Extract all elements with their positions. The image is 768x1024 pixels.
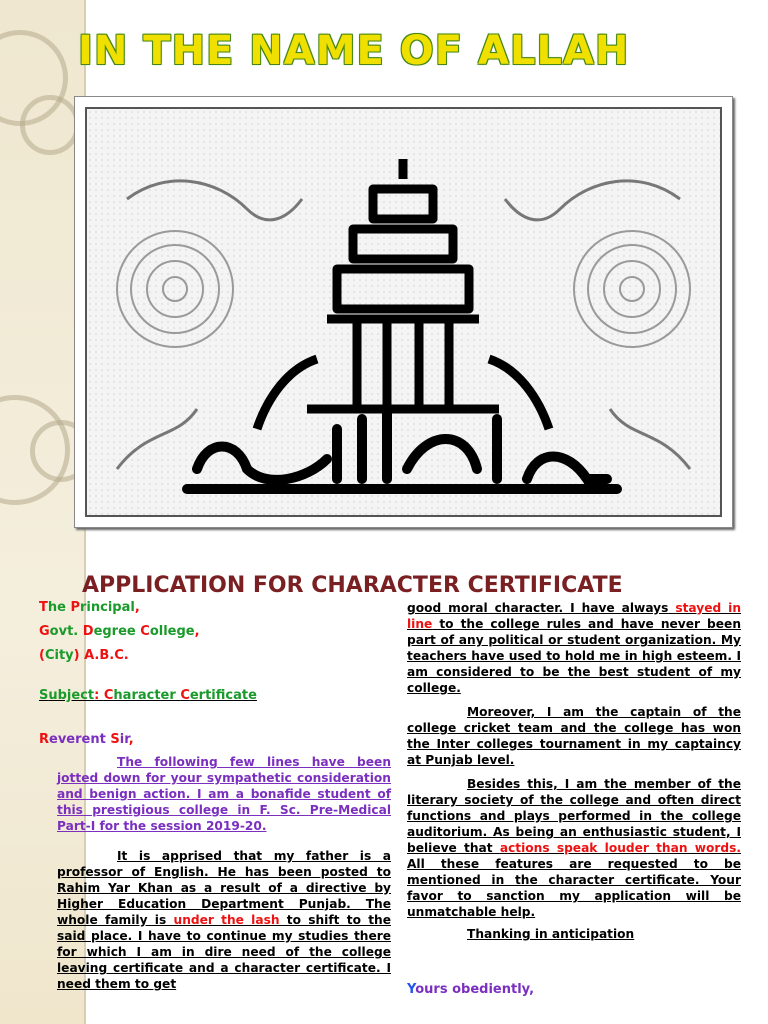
address-text: ollege [149,624,195,639]
address-punct: ( [39,648,45,663]
highlighted-idiom: stayed in line [407,601,741,631]
address-initial: C [140,624,150,639]
thanking-line: Thanking in anticipation [467,927,635,941]
address-punct: ) [73,648,80,663]
closing-line [407,982,741,998]
address-initial: G [39,624,50,639]
paragraph-cricket: Moreover, I am the captain of the college cricket team and the college has won the Inter colleges tournament in my captaincy at Punjab level. [407,705,741,767]
address-initial: P [70,600,81,615]
address-text: A.B.C. [79,648,129,663]
address-text: City [44,648,74,663]
paragraph-text: Besides this, I am the member of the literary society of the college and often direct functions and plays performed in the college auditorium. As being an enthusiastic student, I believe that [407,777,741,855]
arabic-script-icon [187,409,617,489]
subject-line [39,688,391,704]
left-column [39,600,391,992]
address-line-college [39,624,391,640]
paragraph-introduction: The following few lines have been jotted down for your sympathetic consideration and benign action. I am a bonafide student of this prestigious college in F. Sc. Pre-Medical Part-I for the session 2019-20. [57,755,391,833]
salutation-initial: S [110,732,120,747]
paragraph-character [407,600,741,696]
calligraphy-frame [74,96,733,528]
salutation-initial: R [39,732,50,747]
address-initial: D [82,624,94,639]
paragraph-text: to shift to the said place. I have to continue my studies there for which I am in dire need of the college leaving certificate and a character certificate. I need them to get [57,913,391,991]
address-line-principal [39,600,391,616]
right-column [407,600,741,998]
paragraph-text: to the college rules and have never been part of any political or student organization. My teachers have used to hold me in high esteem. I am considered to be the best student of my college. [407,617,741,695]
bismillah-calligraphy-image [87,109,720,515]
highlighted-idiom: under the lash [173,913,280,927]
address-text: rincipal [80,600,135,615]
subject-colon: : [94,688,104,703]
salutation-word: everent [49,732,111,747]
decorative-ring-2 [20,95,80,155]
salutation-word: ir [119,732,129,747]
address-line-city [39,648,391,664]
floral-swirl-icon [117,181,690,469]
address-text: he [47,600,71,615]
subject-word: haracter [113,688,181,703]
address-initial: T [39,600,48,615]
address-text: egree [93,624,141,639]
page-title: IN THE NAME OF ALLAH [78,28,630,74]
left-rosette-icon [117,231,233,347]
subject-initial: S [39,688,49,703]
address-punct: , [134,600,140,615]
paragraph-reason [39,848,391,992]
subject-initial: C [180,688,190,703]
salutation-punct: , [128,732,134,747]
closing-initial: Y [407,982,416,997]
subject-word: ertificate [189,688,257,703]
subject-initial: C [103,688,114,703]
paragraph-text: good moral character. I have always [407,601,669,615]
right-rosette-icon [574,231,690,347]
address-text: ovt. [49,624,83,639]
paragraph-literary [407,776,741,920]
subject-label: ubject [48,688,95,703]
closing-text: ours obediently, [415,982,535,997]
salutation [39,732,391,748]
calligraphy-panel [85,107,722,517]
letter-heading: APPLICATION FOR CHARACTER CERTIFICATE [82,573,623,598]
paragraph-text: All these features are requested to be mentioned in the character certificate. Your favor to sanction my application will be unmatchable help. [407,857,741,919]
address-punct: , [194,624,200,639]
highlighted-idiom: actions speak louder than words. [499,841,741,855]
paragraph-text: It is apprised that my father is a professor of English. He has been posted to Rahim Yar Khan as a result of a directive by Higher Education Department Punjab. The whole family is [57,849,391,927]
